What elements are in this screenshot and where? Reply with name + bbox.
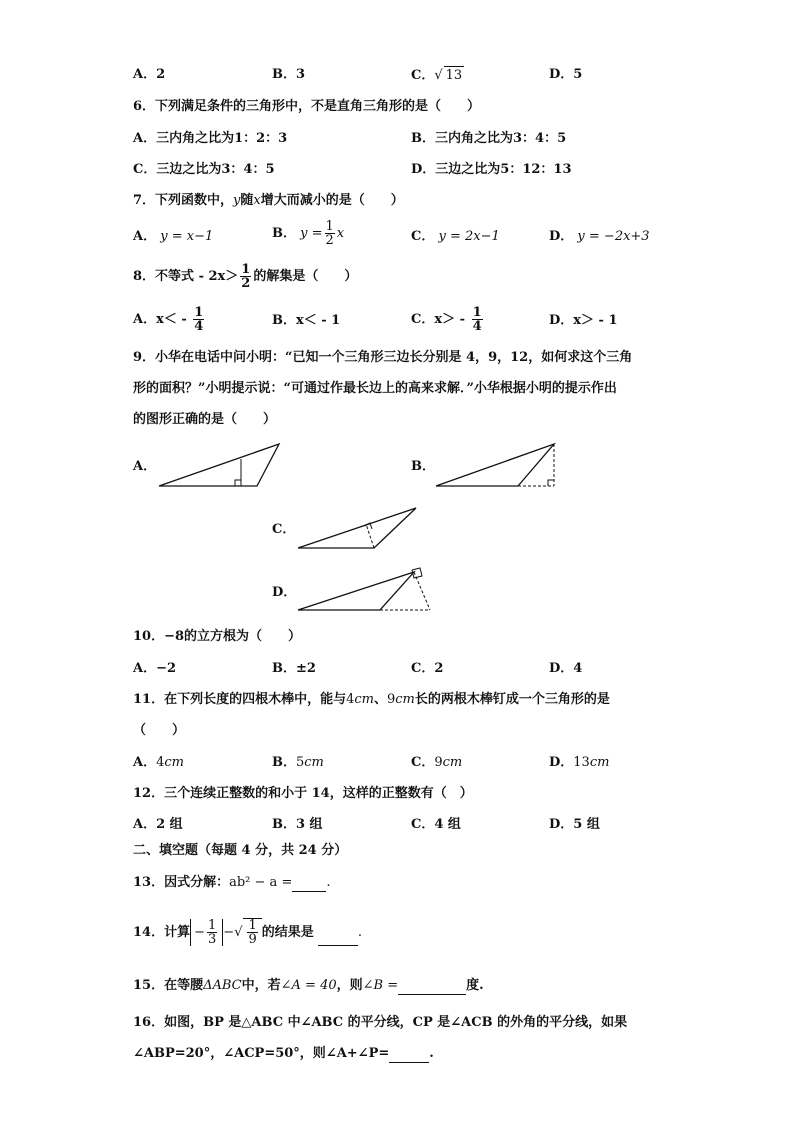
q11-option-c-value: 9 xyxy=(434,755,443,770)
q12-option-c: C．4 组 xyxy=(411,817,461,832)
q14-answer-blank[interactable] xyxy=(318,931,358,946)
q8-fraction xyxy=(240,263,251,290)
q9-label-c: C． xyxy=(272,522,296,537)
q14-absolute-value: − $\frac{1}{3}$ xyxy=(190,919,223,946)
q7-option-b-label: B． xyxy=(272,226,296,241)
q15-triangle: ΔABC xyxy=(203,978,242,993)
q7-option-a-label: A． xyxy=(133,229,157,244)
q13-period: . xyxy=(326,875,331,890)
q7-option-d-label: D． xyxy=(549,229,574,244)
q11-separator: 、 xyxy=(373,692,387,707)
q13-expression: ab² − a xyxy=(229,875,278,890)
q11-option-d xyxy=(549,754,609,772)
q15-stem xyxy=(133,977,484,995)
q16-line-2 xyxy=(133,1045,434,1063)
q7-option-d xyxy=(549,228,650,246)
q8-option-b: B．x＜ - 1 xyxy=(272,313,341,328)
q8-option-a-numerator: 1 xyxy=(194,305,204,320)
q8-option-a-denominator: 4 xyxy=(194,319,204,334)
q11-option-a-value: 4 xyxy=(156,755,165,770)
q11-option-b xyxy=(272,754,324,772)
q11-option-c-label: C． xyxy=(411,755,435,770)
q14-stem-pre: 14．计算 xyxy=(133,925,191,940)
q7-option-b-lhs: y = xyxy=(300,226,323,241)
q15-angle-a: ∠A = 40 xyxy=(280,978,337,993)
q11-option-a-unit: cm xyxy=(164,755,184,770)
q6-stem: 6．下列满足条件的三角形中，不是直角三角形的是（ ） xyxy=(133,99,481,114)
q9-label-b: B． xyxy=(411,459,435,474)
q15-angle-b: ∠B = xyxy=(362,978,399,993)
q11-option-a xyxy=(133,754,184,772)
q8-option-c-pre: C．x＞ - xyxy=(411,312,466,327)
q14-fraction-1 xyxy=(207,919,217,946)
q15-stem-mid-2: ，则 xyxy=(336,978,363,993)
q16-line-1: 16．如图，BP 是△ABC 中∠ABC 的平分线，CP 是∠ACB 的外角的平分线，如果 xyxy=(133,1015,628,1030)
q14-denominator-1: 3 xyxy=(208,932,217,947)
q11-stem-post: 长的两根木棒钉成一个三角形的是 xyxy=(414,692,610,707)
q8-option-c xyxy=(411,306,485,333)
q10-option-a: A．−2 xyxy=(133,661,177,676)
q7-var-y: y xyxy=(233,193,241,208)
q8-option-d: D．x＞ - 1 xyxy=(549,313,618,328)
q8-numerator: 1 xyxy=(241,262,251,277)
q5-option-c-radicand: 13 xyxy=(445,68,463,83)
q7-option-b-var: x xyxy=(336,226,345,241)
q9-line-3: 的图形正确的是（ ） xyxy=(133,412,277,427)
q9-label-a: A． xyxy=(133,459,157,474)
q9-line-2: 形的面积？”小明提示说：“可通过作最长边上的高来求解．”小华根据小明的提示作出 xyxy=(133,381,617,396)
q6-option-c: C．三边之比为3：4：5 xyxy=(133,162,275,177)
q14-stem: 14．计算 − $\frac{1}{3}$ −√ $\frac{1}{9}$ 的结果是 . xyxy=(133,918,363,947)
q8-option-a-fraction xyxy=(193,306,204,333)
q9-line-1: 9．小华在电话中问小明：“已知一个三角形三边长分别是 4，9，12，如何求这个三角 xyxy=(133,350,633,365)
q12-option-b: B．3 组 xyxy=(272,817,323,832)
q11-option-b-unit: cm xyxy=(304,755,324,770)
q15-stem-pre: 15．在等腰 xyxy=(133,978,204,993)
q9-figure-d xyxy=(294,566,434,616)
q6-option-d: D．三边之比为5：12：13 xyxy=(411,162,572,177)
q11-option-c-unit: cm xyxy=(442,755,463,770)
q7-option-a-expr: y = x−1 xyxy=(160,229,214,244)
section-heading-fill-in: 二、填空题（每题 4 分，共 24 分） xyxy=(133,843,348,858)
q12-option-d: D．5 组 xyxy=(549,817,600,832)
q8-option-c-fraction xyxy=(472,306,483,333)
q13-equals: = xyxy=(281,875,293,890)
q15-stem-post: 度. xyxy=(466,978,484,993)
q8-option-a-pre: A．x＜ - xyxy=(133,312,187,327)
q8-option-c-numerator: 1 xyxy=(472,305,482,320)
q7-option-b-fraction xyxy=(325,220,335,247)
q7-stem-pre: 7．下列函数中， xyxy=(133,193,234,208)
q11-option-a-label: A． xyxy=(133,755,157,770)
q10-option-d: D．4 xyxy=(549,661,583,676)
q7-option-a xyxy=(133,228,213,246)
q14-minus: − xyxy=(223,925,235,940)
q8-option-c-denominator: 4 xyxy=(472,319,482,334)
q7-stem-post: 增大而减小的是（ ） xyxy=(260,193,404,208)
q11-option-c xyxy=(411,754,462,772)
q12-option-a: A．2 组 xyxy=(133,817,183,832)
q13-stem xyxy=(133,874,330,892)
q14-numerator-2: 1 xyxy=(248,918,257,933)
q8-option-a xyxy=(133,306,206,333)
q11-stem xyxy=(133,691,610,709)
q5-option-a: A．2 xyxy=(133,67,166,82)
q11-option-d-unit: cm xyxy=(589,755,610,770)
q8-stem-post: 的解集是（ ） xyxy=(253,269,358,284)
q11-option-b-label: B． xyxy=(272,755,296,770)
q10-option-b: B．±2 xyxy=(272,661,316,676)
q11-length-2: 9 xyxy=(387,692,396,707)
q10-option-c: C．2 xyxy=(411,661,444,676)
q11-unit-1: cm xyxy=(354,692,374,707)
q14-fraction-2 xyxy=(247,919,257,946)
q16-period: . xyxy=(429,1046,434,1061)
q7-var-x: x xyxy=(253,193,261,208)
q5-option-d: D．5 xyxy=(549,67,583,82)
q7-option-c xyxy=(411,228,500,246)
q13-stem-pre: 13．因式分解： xyxy=(133,875,230,890)
q5-option-b: B．3 xyxy=(272,67,306,82)
q14-sqrt xyxy=(243,918,261,946)
q7-option-d-expr: y = −2x+3 xyxy=(577,229,650,244)
q8-denominator: 2 xyxy=(241,276,251,291)
q11-stem-pre: 11．在下列长度的四根木棒中，能与 xyxy=(133,692,347,707)
q9-label-d: D． xyxy=(272,585,297,600)
q9-figure-b xyxy=(432,440,562,492)
q9-figure-c xyxy=(294,504,424,554)
q7-option-c-expr: y = 2x−1 xyxy=(438,229,500,244)
q7-option-b-numerator: 1 xyxy=(325,219,334,234)
q16-answer-blank[interactable] xyxy=(389,1048,429,1063)
q11-unit-2: cm xyxy=(395,692,415,707)
q6-option-b: B．三内角之比为3：4：5 xyxy=(411,131,567,146)
q7-option-b-denominator: 2 xyxy=(325,233,334,248)
q7-stem xyxy=(133,192,404,210)
q15-stem-mid-1: 中，若 xyxy=(241,978,281,993)
q5-option-c: C．√ 13 xyxy=(411,68,463,83)
q8-stem xyxy=(133,263,357,290)
q7-stem-mid: 随 xyxy=(240,193,254,208)
q11-length-1: 4 xyxy=(346,692,355,707)
q14-numerator-1: 1 xyxy=(208,918,217,933)
q10-stem: 10．−8的立方根为（ ） xyxy=(133,629,302,644)
q7-option-c-label: C． xyxy=(411,229,435,244)
q5-option-c-label: C． xyxy=(411,68,435,83)
q11-paren: （ ） xyxy=(133,723,186,738)
q9-figure-a xyxy=(155,440,285,492)
q7-option-b xyxy=(272,220,344,247)
q16-line-2-text: ∠ABP=20°，∠ACP=50°，则∠A+∠P= xyxy=(133,1046,390,1061)
q6-option-a: A．三内角之比为1：2：3 xyxy=(133,131,288,146)
q11-option-d-label: D． xyxy=(549,755,574,770)
q15-answer-blank[interactable] xyxy=(398,980,466,995)
q13-answer-blank[interactable] xyxy=(292,877,326,892)
q14-period: . xyxy=(357,925,363,940)
q14-stem-post: 的结果是 xyxy=(261,925,314,940)
q14-denominator-2: 9 xyxy=(248,932,257,947)
q12-stem: 12．三个连续正整数的和小于 14，这样的正整数有（ ） xyxy=(133,786,473,801)
q8-stem-pre: 8．不等式 - 2x＞ xyxy=(133,269,239,284)
q11-option-b-value: 5 xyxy=(296,755,305,770)
q11-option-d-value: 13 xyxy=(573,755,590,770)
